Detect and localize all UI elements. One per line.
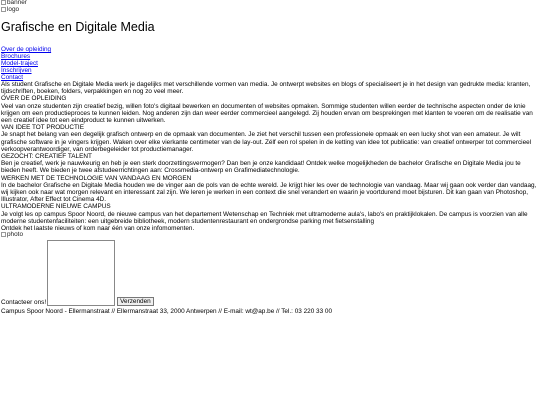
- section-body-technologie: In de bachelor Grafische en Digitale Media houden we de vinger aan de pols van de echte wereld. Je krijgt hier les over de technologie van vandaag. Maar wij gaan ook verder dan vandaag, wij kijken ook naar wat morgen relevant en interessant zal zijn. We leren je werken in een context die snel verandert en waarin je voortdurend moet bijsturen. Dit kan gaan van Photoshop, Illustrator, After Effect tot Cinema 4D.: [1, 181, 537, 204]
- nav-link-inschrijven[interactable]: Inschrijven: [1, 66, 32, 74]
- nav-link-brochures[interactable]: Brochures: [1, 52, 31, 60]
- news-line: Ontdek het laatste nieuws of kom naar één van onze infomomenten.: [1, 225, 195, 233]
- submit-button[interactable]: Verzenden: [117, 297, 154, 306]
- contact-form-label: Contacteer ons!: [1, 299, 47, 307]
- section-heading-over-de-opleiding: OVER DE OPLEIDING: [1, 95, 67, 103]
- main-nav: [1, 46, 539, 81]
- nav-link-over-de-opleiding[interactable]: Over de opleiding: [1, 45, 52, 53]
- photo-alt-text: photo: [7, 231, 23, 239]
- section-heading-creatief-talent: GEZOCHT: CREATIEF TALENT: [1, 153, 92, 160]
- section-body-van-idee-tot-productie: Je snapt het belang van een degelijk grafisch ontwerp en de opmaak van documenten. Je ziet het verschil tussen een professionele opmaak en een lucky shot van een amateur. Je wilt grafische software in je vingers krijgen. Waken over elke vierkante centimeter van de lay-out. Zélf een rol spelen in de ketting van idee tot publicatie: van creatief ontwerper tot commercieel verkoopverantwoordiger, van orderbegeleider tot productiemanager.: [1, 131, 532, 153]
- broken-image-icon: [1, 7, 6, 12]
- logo-alt-text: logo: [7, 6, 20, 14]
- section-body-over-de-opleiding: Veel van onze studenten zijn creatief bezig, willen foto's digitaal bewerken en documenten of websites opmaken. Sommige studenten willen eerder de technische aspecten onder de knie krijgen om een productieproces te kunnen leiden. Nog anderen zijn dan weer eerder commercieel aangelegd. Zij houden ervan om besprekingen met klanten te voeren om de realisatie van een creatief idee tot een eindproduct te kunnen uitwerken.: [1, 102, 533, 124]
- section-heading-van-idee-tot-productie: VAN IDEE TOT PRODUCTIE: [1, 124, 84, 132]
- intro-text: Als student Grafische en Digitale Media werk je dagelijks met verschillende vormen van media. Je ontwerpt websites en blogs of specialiseert je in het design van gedrukte media: kranten, tijdschriften, boeken, folders, verpakkingen en nog zo veel meer.: [1, 80, 531, 96]
- section-heading-campus: ULTRAMODERNE NIEUWE CAMPUS: [1, 203, 111, 211]
- broken-image-icon: [1, 0, 6, 5]
- footer-contact-info: Campus Spoor Noord - Ellermanstraat // Ellermanstraat 33, 2000 Antwerpen // E-mail: wt@ap.be // Tel.: 03 220 33 00: [1, 308, 333, 316]
- contact-message-textarea[interactable]: [47, 240, 115, 306]
- nav-link-contact[interactable]: Contact: [1, 73, 24, 81]
- section-body-campus: Je volgt les op campus Spoor Noord, de nieuwe campus van het departement Wetenschap en Techniek met ultramoderne aula's, labo's en praktijklokalen. De campus is voorzien van alle moderne studentenfaciliteiten: een uitgebreide bibliotheek, modern studentenrestaurant en ondergrondse parking met fietsenstalling: [1, 210, 528, 225]
- logo-image: [1, 7, 539, 14]
- section-body-creatief-talent: Ben je creatief, werk je nauwkeurig en heb je een sterk doorzettingsvermogen? Dan ben je onze kandidaat! Ontdek welke mogelijkheden de bachelor Grafische en Digitale Media jou te bieden heeft. We bieden je twee afstudeerrichtingen aan: Crossmedia-ontwerp en Grafimediatechnologie.: [1, 160, 521, 175]
- photo-image: [1, 232, 539, 239]
- nav-link-model-traject[interactable]: Model-traject: [1, 59, 38, 67]
- page-title: Grafische en Digitale Media: [1, 19, 155, 34]
- banner-alt-text: banner: [7, 0, 27, 7]
- section-heading-technologie: WERKEN MET DE TECHNOLOGIE VAN VANDAAG EN MORGEN: [1, 174, 192, 182]
- broken-image-icon: [1, 232, 6, 237]
- contact-form: [1, 240, 539, 306]
- banner-image: [1, 0, 539, 7]
